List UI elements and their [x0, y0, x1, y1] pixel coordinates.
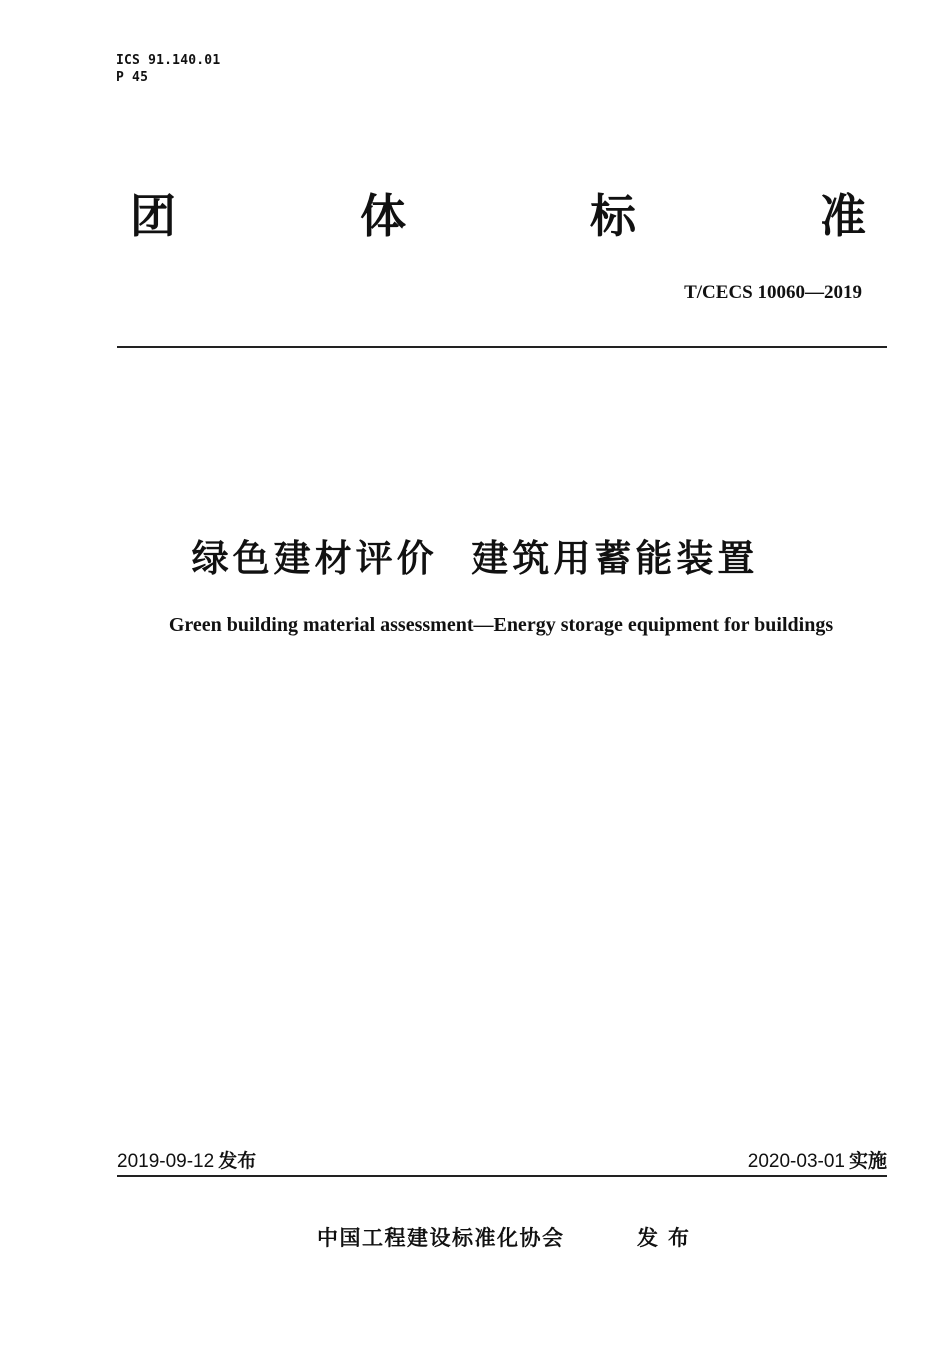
ics-code: ICS 91.140.01	[116, 53, 221, 68]
implement-label: 实施	[848, 1150, 887, 1172]
standard-number: T/CECS 10060—2019	[684, 282, 862, 303]
issue-date: 2019-09-12	[117, 1151, 215, 1172]
issue-date-block	[117, 1146, 256, 1173]
publisher-name: 中国工程建设标准化协会	[317, 1226, 565, 1250]
standard-type-char-3: 标	[590, 189, 636, 243]
classification-codes	[116, 52, 220, 86]
footer-divider	[117, 1175, 887, 1177]
standard-type-char-2: 体	[360, 189, 406, 243]
implement-date-block	[748, 1146, 887, 1173]
standard-type-char-1: 团	[130, 189, 176, 243]
implement-date: 2020-03-01	[747, 1151, 845, 1172]
title-english: Green building material assessment—Energy storage equipment for buildings	[168, 614, 834, 636]
ccs-code: P 45	[116, 70, 149, 85]
title-chinese: 绿色建材评价 建筑用蓄能装置	[191, 537, 759, 580]
publisher-action: 发布	[637, 1226, 699, 1250]
issue-label: 发布	[218, 1150, 257, 1172]
standard-type-char-4: 准	[820, 189, 866, 243]
header-divider	[117, 346, 887, 348]
